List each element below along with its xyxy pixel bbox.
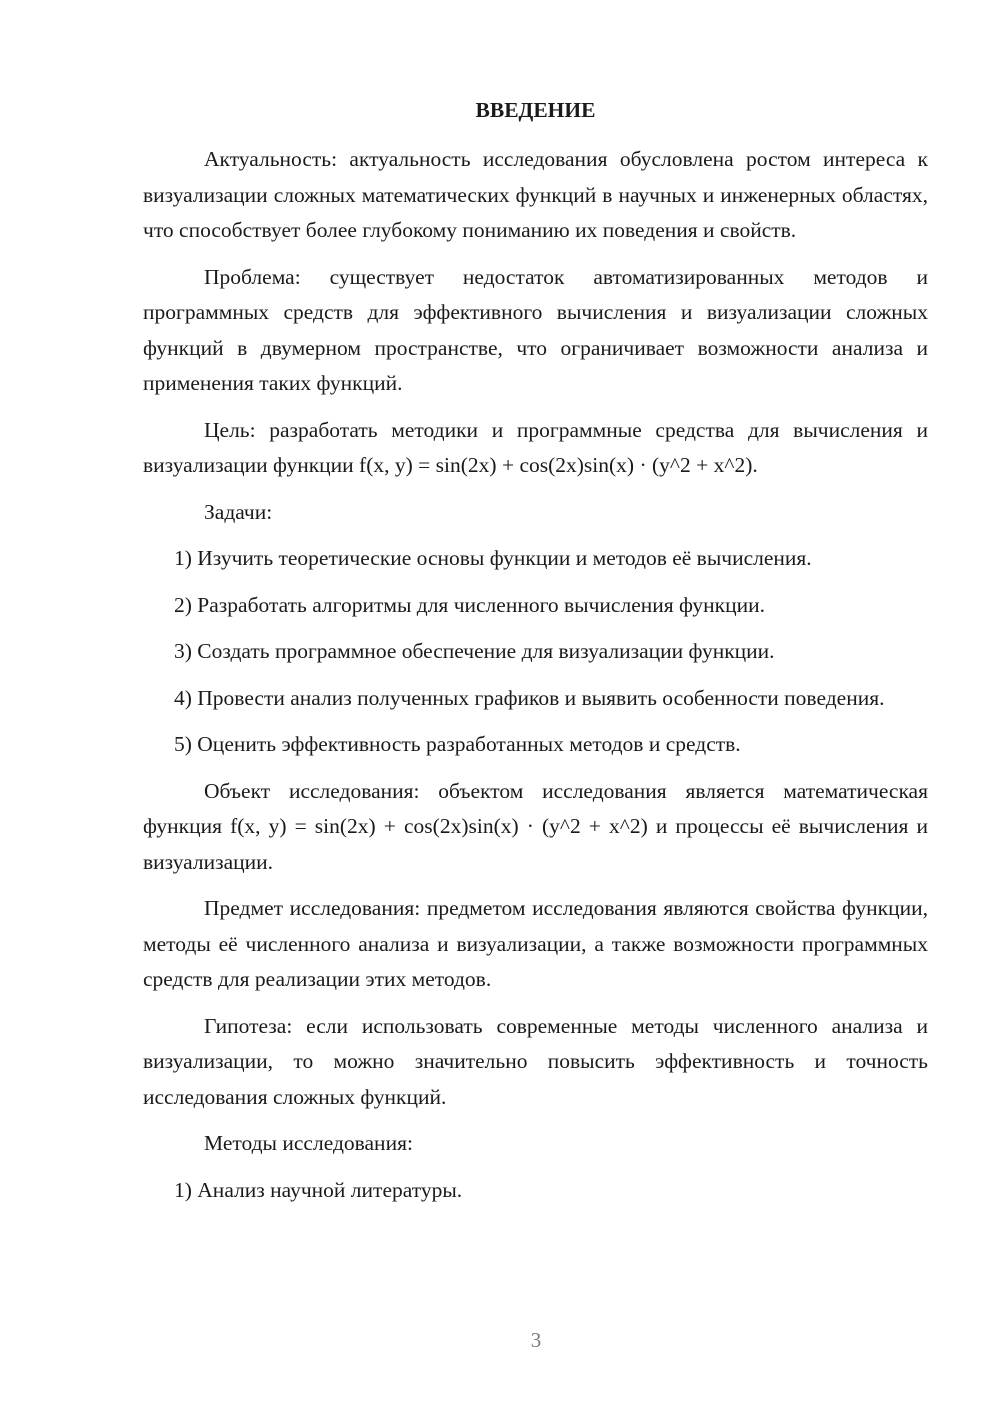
object-paragraph: Объект исследования: объектом исследования является математическая функция f(x, y) = sin(2x) + cos(2x)sin(x) · (y^2 + x^2) и процессы её вычисления и визуализации.	[143, 778, 928, 874]
page-body	[143, 95, 928, 1219]
task-item: 1) Изучить теоретические основы функции и методов её вычисления.	[174, 546, 812, 570]
task-item: 4) Провести анализ полученных графиков и выявить особенности поведения.	[174, 685, 885, 710]
hypothesis-paragraph: Гипотеза: если использовать современные методы численного анализа и визуализации, то можно значительно повысить эффективность и точность исследования сложных функций.	[143, 1013, 928, 1109]
task-item: 5) Оценить эффективность разработанных методов и средств.	[174, 732, 741, 756]
section-heading: ВВЕДЕНИЕ	[475, 98, 596, 122]
goal-paragraph: Цель: разработать методики и программные средства для вычисления и визуализации функции f(x, y) = sin(2x) + cos(2x)sin(x) · (y^2 + x^2).	[143, 417, 928, 477]
problem-paragraph: Проблема: существует недостаток автоматизированных методов и программных средств для эффективного вычисления и визуализации сложных функций в двумерном пространстве, что ограничивает возможности анализа и применения таких функций.	[143, 264, 928, 395]
tasks-label: Задачи:	[204, 499, 273, 524]
task-item: 2) Разработать алгоритмы для численного вычисления функции.	[174, 592, 765, 617]
method-item: 1) Анализ научной литературы.	[174, 1177, 463, 1202]
page-number: 3	[530, 1328, 542, 1352]
methods-label: Методы исследования:	[204, 1131, 413, 1155]
task-item: 3) Создать программное обеспечение для визуализации функции.	[174, 639, 775, 663]
subject-paragraph: Предмет исследования: предметом исследования являются свойства функции, методы её численного анализа и визуализации, а также возможности программных средств для реализации этих методов.	[143, 896, 928, 991]
relevance-paragraph: Актуальность: актуальность исследования обусловлена ростом интереса к визуализации сложных математических функций в научных и инженерных областях, что способствует более глубокому пониманию их поведения и свойств.	[143, 147, 928, 242]
